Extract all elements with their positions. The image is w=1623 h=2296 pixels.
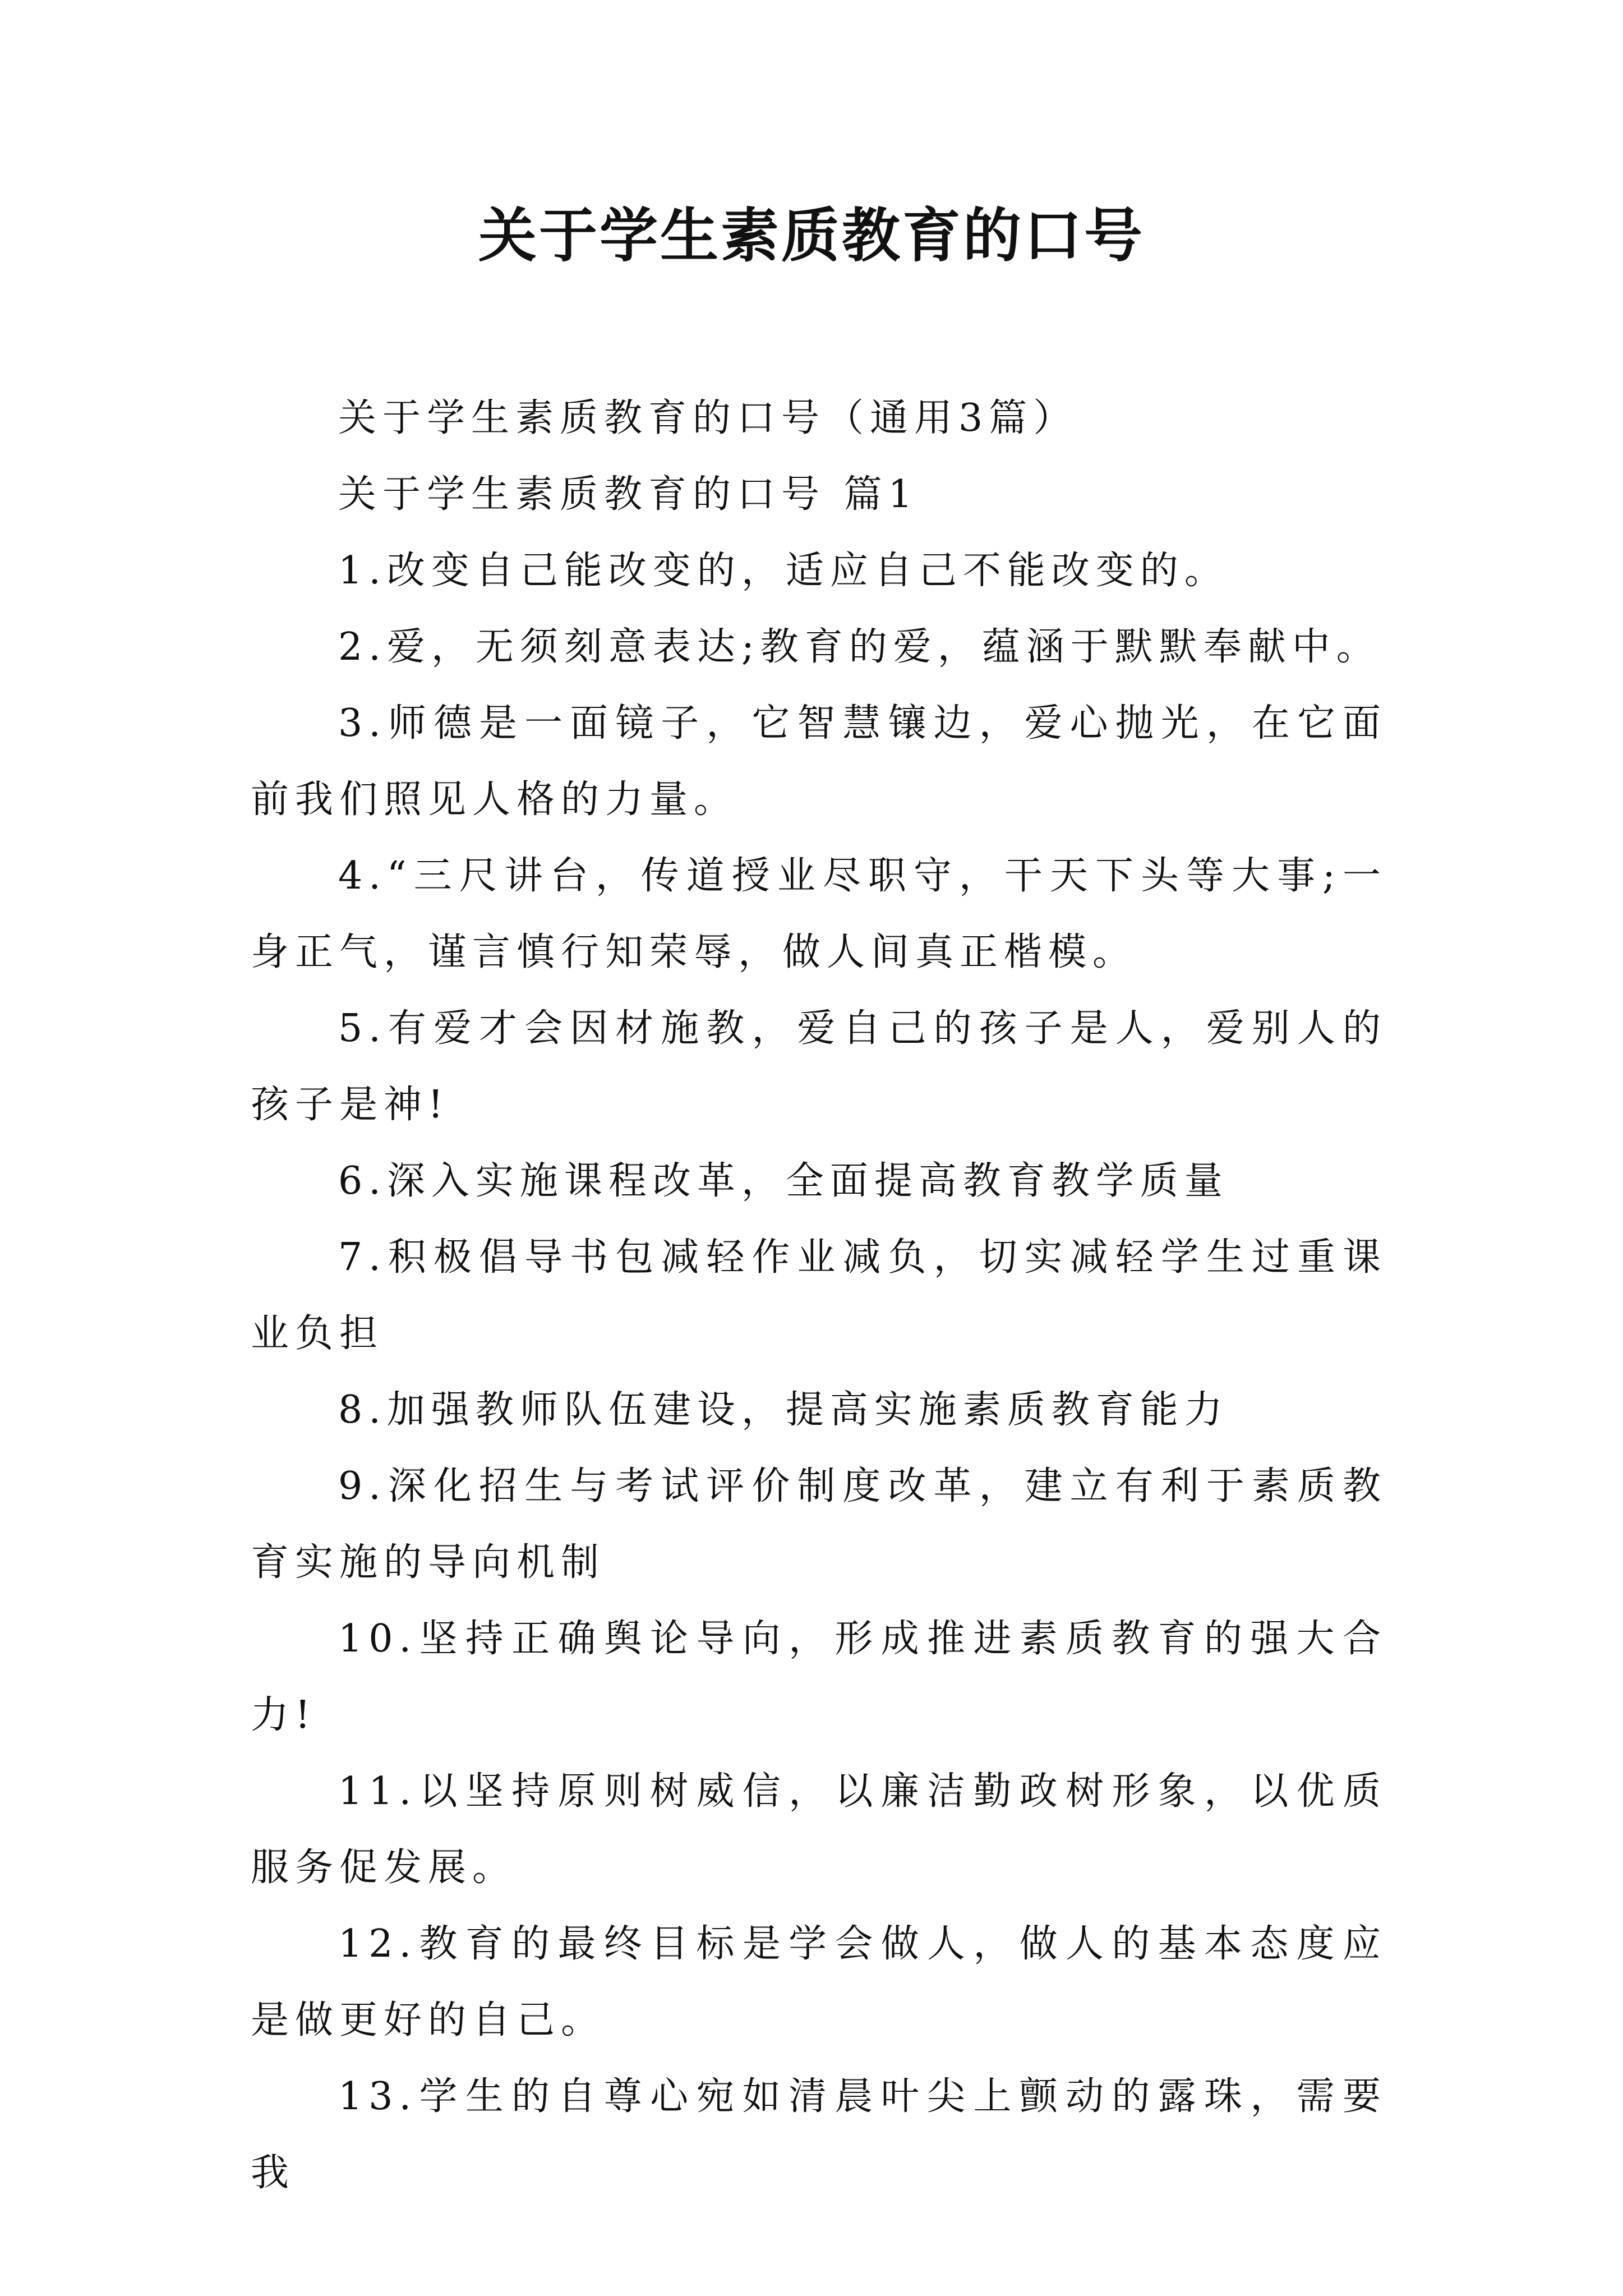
document-body <box>251 380 1387 2211</box>
paragraph-item-6: 6.深入实施课程改革，全面提高教育教学质量 <box>338 1159 1229 1203</box>
paragraph-item-12: 12.教育的最终目标是学会做人，做人的基本态度应是做更好的自己。 <box>251 1922 1387 2042</box>
paragraph-item-13: 13.学生的自尊心宛如清晨叶尖上颤动的露珠，需要我 <box>251 2074 1387 2195</box>
paragraph-item-2: 2.爱，无须刻意表达;教育的爱，蕴涵于默默奉献中。 <box>338 625 1381 669</box>
paragraph-item-5: 5.有爱才会因材施教，爱自己的孩子是人，爱别人的孩子是神! <box>251 1006 1387 1127</box>
paragraph-section-heading: 关于学生素质教育的口号 篇1 <box>338 472 919 517</box>
paragraph-subtitle: 关于学生素质教育的口号（通用3篇） <box>338 396 1078 440</box>
paragraph-item-9: 9.深化招生与考试评价制度改革，建立有利于素质教育实施的导向机制 <box>251 1464 1387 1585</box>
paragraph-item-1: 1.改变自己能改变的，适应自己不能改变的。 <box>338 549 1229 593</box>
paragraph-item-7: 7.积极倡导书包减轻作业减负，切实减轻学生过重课业负担 <box>251 1235 1387 1356</box>
paragraph-item-8: 8.加强教师队伍建设，提高实施素质教育能力 <box>338 1388 1229 1432</box>
paragraph-item-11: 11.以坚持原则树威信，以廉洁勤政树形象，以优质服务促发展。 <box>251 1769 1387 1890</box>
document-title: 关于学生素质教育的口号 <box>478 201 1145 270</box>
paragraph-item-4: 4.“三尺讲台，传道授业尽职守，干天下头等大事;一身正气，谨言慎行知荣辱，做人间真正楷模。 <box>251 854 1387 974</box>
paragraph-item-3: 3.师德是一面镜子，它智慧镶边，爱心抛光，在它面前我们照见人格的力量。 <box>251 701 1387 822</box>
paragraph-item-10: 10.坚持正确舆论导向，形成推进素质教育的强大合力! <box>251 1617 1387 1737</box>
